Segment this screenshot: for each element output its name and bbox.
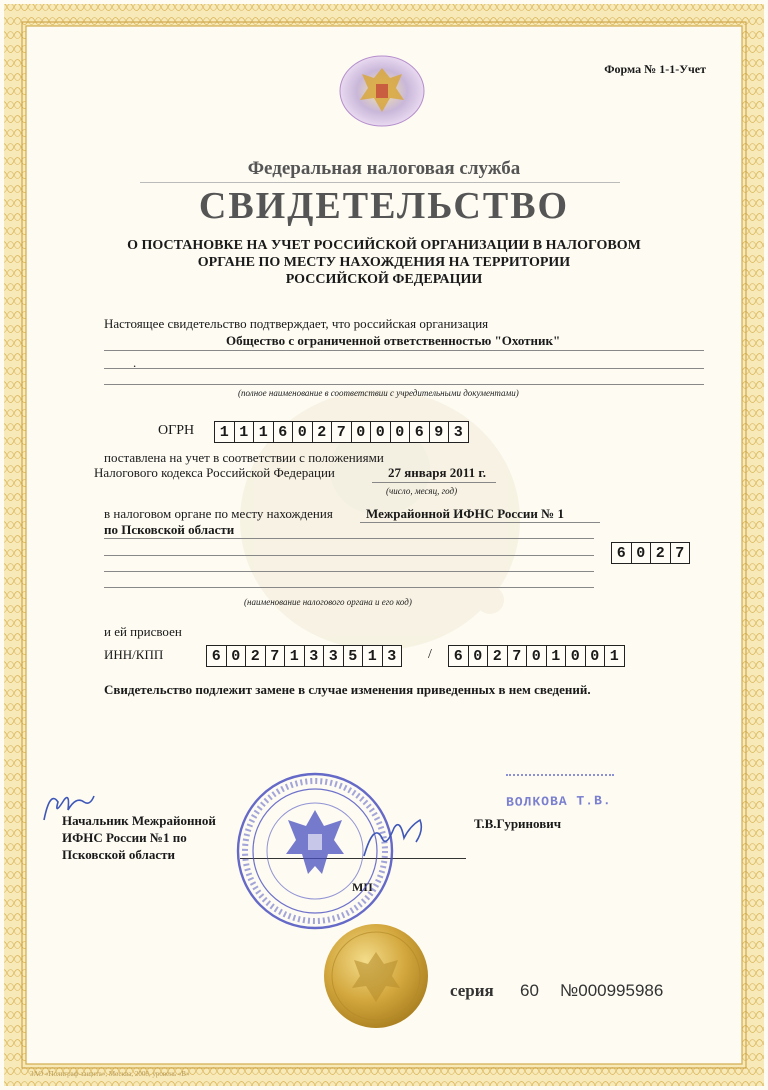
tax-code-digit: 2 — [651, 543, 671, 563]
inn-digit: 3 — [305, 646, 325, 666]
registered-line-2: Налогового кодекса Российской Федерации — [94, 465, 335, 480]
assigned-text: и ей присвоен — [104, 624, 182, 639]
kpp-digit: 1 — [547, 646, 567, 666]
tax-org-name-1: Межрайонной ИФНС России № 1 — [366, 506, 564, 521]
document-title: СВИДЕТЕЛЬСТВО — [198, 185, 570, 227]
inn-digit: 1 — [363, 646, 383, 666]
tax-org-line-2 — [104, 538, 594, 539]
inn-kpp-separator: / — [428, 647, 432, 662]
inn-digit: 5 — [344, 646, 364, 666]
inn-digit: 0 — [227, 646, 247, 666]
ogrn-digit-boxes — [214, 421, 469, 443]
kpp-digit: 1 — [609, 647, 619, 665]
kpp-digit: 2 — [488, 646, 508, 666]
series-label: серия — [450, 981, 494, 1000]
document-number: №000995986 — [560, 981, 664, 1000]
kpp-digit: 6 — [449, 646, 469, 666]
ogrn-digit: 1 — [254, 422, 274, 442]
subtitle-line-2: ОРГАНЕ ПО МЕСТУ НАХОЖДЕНИЯ НА ТЕРРИТОРИИ — [197, 255, 571, 270]
ogrn-digit: 1 — [235, 422, 255, 442]
inn-kpp-label: ИНН/КПП — [104, 647, 164, 662]
hologram-emblem — [338, 54, 426, 128]
ogrn-digit: 9 — [430, 422, 450, 442]
tax-code-digit: 0 — [632, 543, 652, 563]
inn-digit: 3 — [387, 647, 397, 665]
main-signature — [360, 812, 430, 862]
org-line-3 — [104, 384, 704, 385]
org-caption: (полное наименование в соответствии с учредительными документами) — [238, 388, 519, 398]
signer-title-3: Псковской области — [62, 847, 176, 862]
agency-name: Федеральная налоговая служба — [247, 158, 521, 179]
stamp-top-line — [506, 774, 614, 776]
date-line — [372, 482, 496, 483]
ogrn-digit: 2 — [313, 422, 333, 442]
ogrn-digit: 6 — [274, 422, 294, 442]
ogrn-digit: 0 — [391, 422, 411, 442]
agency-divider — [140, 182, 620, 183]
ogrn-digit: 0 — [293, 422, 313, 442]
gold-foil-seal — [322, 922, 430, 1030]
tax-org-line-1 — [360, 522, 600, 523]
kpp-digit: 0 — [527, 646, 547, 666]
kpp-digit: 0 — [586, 646, 606, 666]
tax-org-line-3 — [104, 555, 594, 556]
ogrn-digit: 0 — [352, 422, 372, 442]
tax-code-digit-boxes — [611, 542, 690, 564]
tax-code-digit: 7 — [675, 544, 685, 562]
registered-line-1: поставлена на учет в соответствии с положениями — [104, 450, 384, 465]
kpp-digit-boxes — [448, 645, 625, 667]
signer-title-1: Начальник Межрайонной — [62, 813, 216, 828]
inn-digit-boxes — [206, 645, 402, 667]
inn-digit: 1 — [285, 646, 305, 666]
ogrn-label: ОГРН — [158, 423, 195, 438]
kpp-digit: 7 — [508, 646, 528, 666]
series-value: 60 — [520, 981, 539, 1000]
kpp-digit: 0 — [566, 646, 586, 666]
printer-info: ЗАО «Полиграф-защита», Москва, 2008, уровень «В» — [30, 1070, 190, 1078]
signer-name: Т.В.Гуринович — [474, 816, 562, 831]
tax-org-line-5 — [104, 587, 594, 588]
inn-digit: 3 — [324, 646, 344, 666]
ogrn-digit: 7 — [332, 422, 352, 442]
inn-digit: 7 — [266, 646, 286, 666]
tax-org-caption: (наименование налогового органа и его код) — [244, 597, 412, 607]
inn-digit: 2 — [246, 646, 266, 666]
signer-title-2: ИФНС России №1 по — [62, 830, 187, 845]
ogrn-digit: 6 — [410, 422, 430, 442]
dot-mark: . — [133, 355, 137, 370]
org-line-2 — [104, 368, 704, 369]
date-caption: (число, месяц, год) — [386, 486, 458, 496]
ogrn-digit: 0 — [371, 422, 391, 442]
form-number: Форма № 1-1-Учет — [604, 62, 706, 76]
name-stamp: ВОЛКОВА Т.В. — [505, 793, 612, 810]
tax-org-name-2: по Псковской области — [104, 522, 235, 537]
org-line-1 — [104, 350, 704, 351]
tax-org-label: в налоговом органе по месту нахождения — [104, 506, 333, 521]
organization-name: Общество с ограниченной ответственностью "Охотник" — [226, 333, 561, 348]
kpp-digit: 0 — [469, 646, 489, 666]
registration-date: 27 января 2011 г. — [388, 465, 487, 480]
tax-code-digit: 6 — [612, 543, 632, 563]
subtitle-line-1: О ПОСТАНОВКЕ НА УЧЕТ РОССИЙСКОЙ ОРГАНИЗАЦИИ В НАЛОГОВОМ — [127, 238, 641, 253]
ogrn-digit: 1 — [215, 422, 235, 442]
intro-text: Настоящее свидетельство подтверждает, что российская организация — [104, 316, 489, 331]
inn-digit: 6 — [207, 646, 227, 666]
ogrn-digit: 3 — [453, 423, 463, 441]
replacement-notice: Свидетельство подлежит замене в случае изменения приведенных в нем сведений. — [104, 682, 591, 697]
mp-label: МП — [352, 880, 373, 894]
tax-org-line-4 — [104, 571, 594, 572]
subtitle-line-3: РОССИЙСКОЙ ФЕДЕРАЦИИ — [285, 272, 483, 287]
